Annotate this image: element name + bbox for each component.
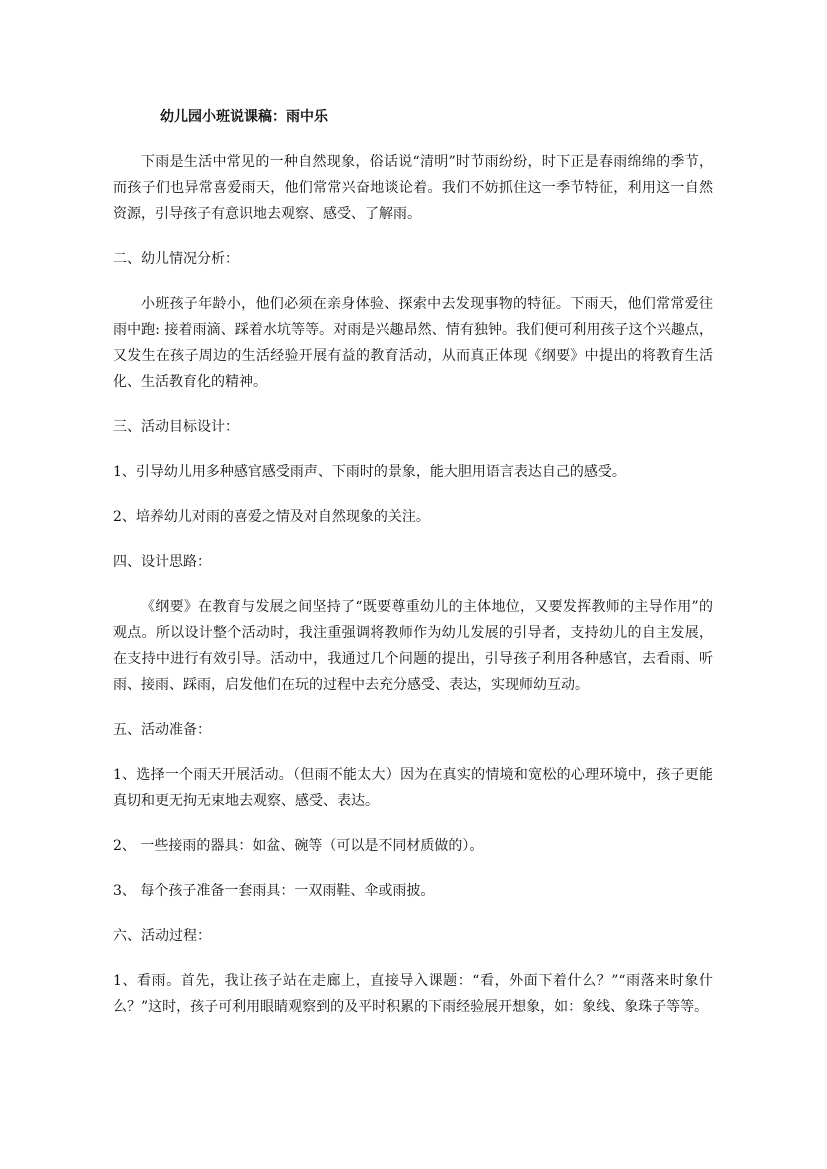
preparation-item: 3、 每个孩子准备一套雨具：一双雨鞋、伞或雨披。 [113,883,435,899]
section-heading-preparation: 五、活动准备： [113,722,211,738]
section-heading-process: 六、活动过程： [113,928,211,944]
section-heading-goals: 三、活动目标设计： [113,419,239,435]
section-heading-situation: 二、幼儿情况分析： [113,251,239,267]
goal-item: 2、培养幼儿对雨的喜爱之情及对自然现象的关注。 [113,509,430,525]
design-paragraph: 《纲要》在教育与发展之间坚持了“既要尊重幼儿的主体地位，又要发挥教师的主导作用”的观点。所以设计整个活动时，我注重强调将教师作为幼儿发展的引导者，支持幼儿的自主发展，在支持中进行有效引导。活动中，我通过几个问题的提出，引导孩子利用各种感官，去看雨、听雨、接雨、踩雨，启发他们在玩的过程中去充分感受、表达，实现师幼互动。 [113,599,713,693]
document-title: 幼儿园小班说课稿：雨中乐 [160,109,328,125]
preparation-item: 1、选择一个雨天开展活动。（但雨不能太大）因为在真实的情境和宽松的心理环境中，孩子更能真切和更无拘无束地去观察、感受、表达。 [113,767,713,809]
intro-paragraph: 下雨是生活中常见的一种自然现象，俗话说“清明”时节雨纷纷，时下正是春雨绵绵的季节，而孩子们也异常喜爱雨天，他们常常兴奋地谈论着。我们不妨抓住这一季节特征，利用这一自然资源，引导孩子有意识地去观察、感受、了解雨。 [113,154,713,222]
document-body [113,104,713,1039]
preparation-item: 2、 一些接雨的器具：如盆、碗等（可以是不同材质做的）。 [113,838,484,854]
section-heading-design: 四、设计思路： [113,554,211,570]
process-item: 1、看雨。首先，我让孩子站在走廊上，直接导入课题：“看，外面下着什么？”“雨落来时象什么？”这时，孩子可利用眼睛观察到的及平时积累的下雨经验展开想象，如：象线、象珠子等等。 [113,973,713,1015]
goal-item: 1、引导幼儿用多种感官感受雨声、下雨时的景象，能大胆用语言表达自己的感受。 [113,464,626,480]
situation-paragraph: 小班孩子年龄小，他们必须在亲身体验、探索中去发现事物的特征。下雨天，他们常常爱往雨中跑: 接着雨滴、踩着水坑等等。对雨是兴趣昂然、情有独钟。我们便可利用孩子这个兴趣点，又发生在孩子周边的生活经验开展有益的教育活动，从而真正体现《纲要》中提出的将教育生活化、生活教育化的精神。 [113,296,713,390]
